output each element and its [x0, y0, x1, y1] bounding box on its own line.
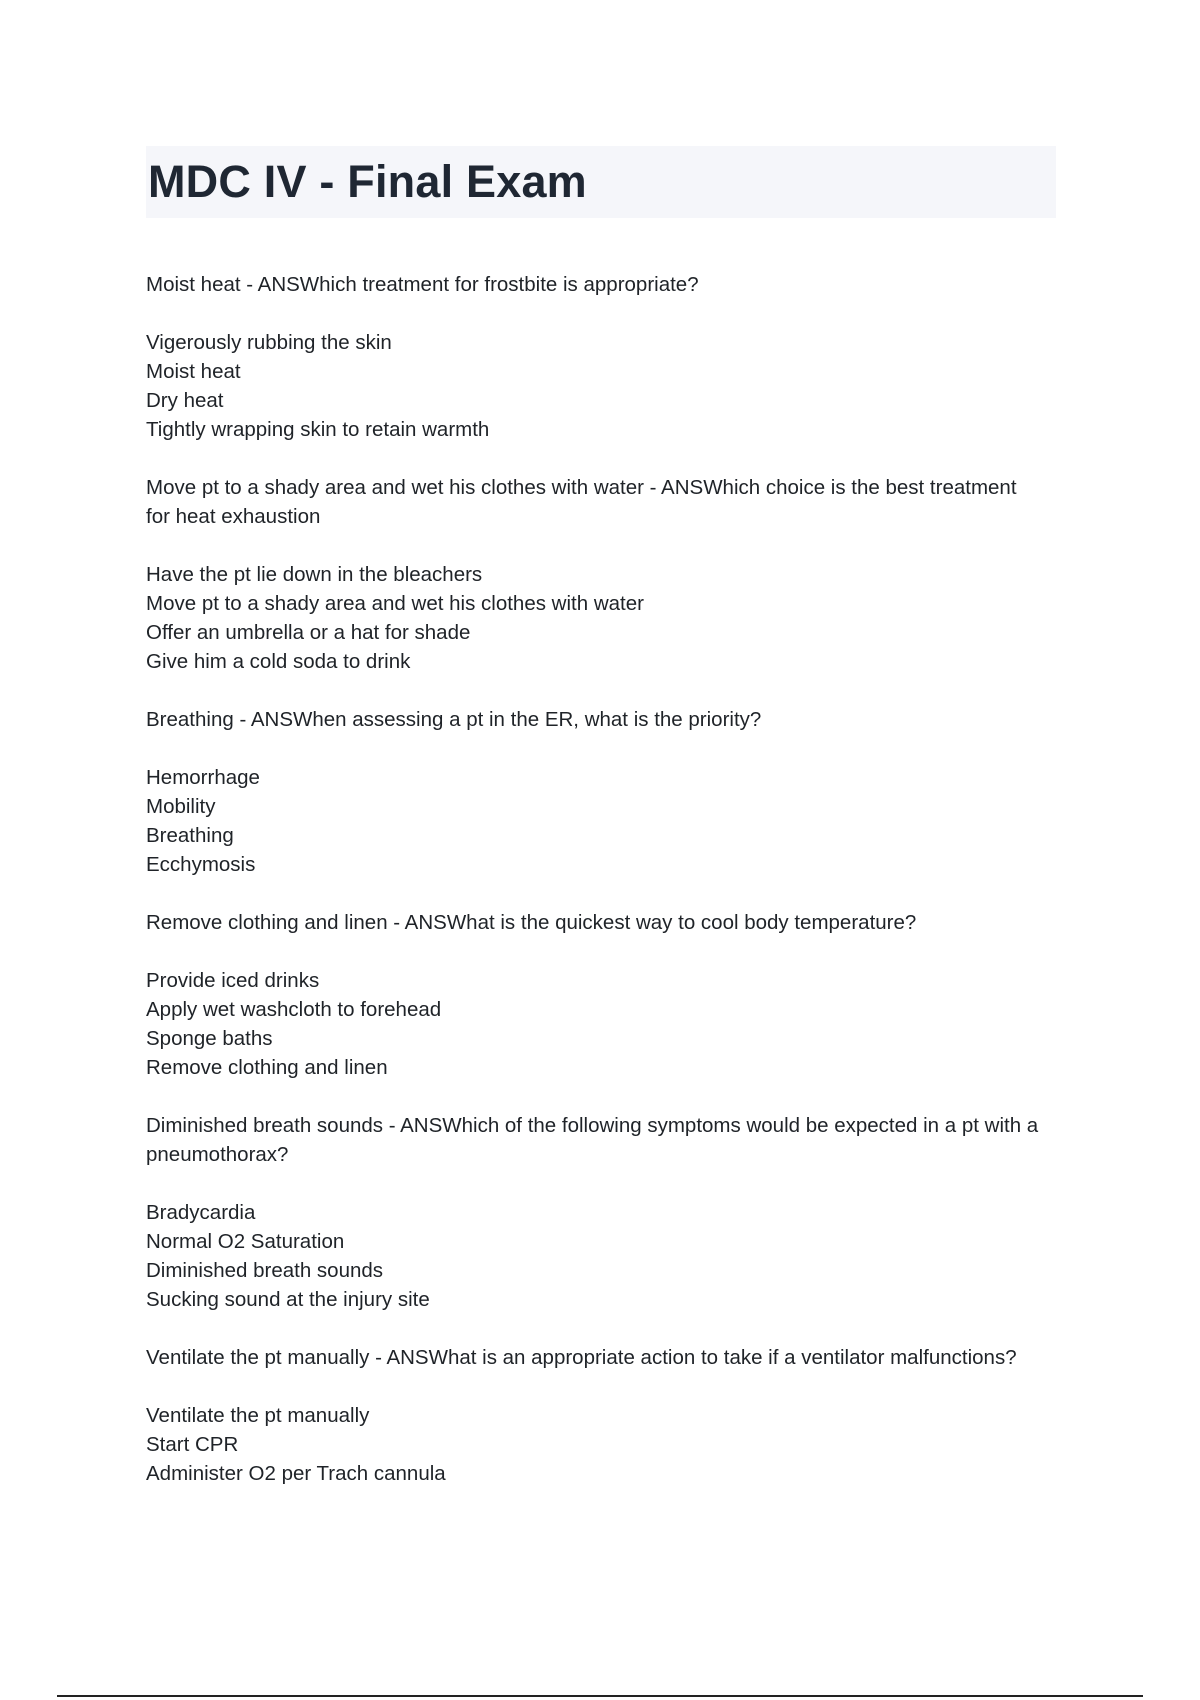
qa-block [146, 473, 1056, 676]
option-list [146, 1401, 1056, 1488]
option-list [146, 560, 1056, 676]
document-title: MDC IV - Final Exam [148, 156, 587, 207]
title-banner [146, 146, 1056, 218]
option-item: Tightly wrapping skin to retain warmth [146, 418, 490, 441]
page-bottom-rule [57, 1695, 1143, 1697]
qa-text: Move pt to a shady area and wet his clothes with water - ANSWhich choice is the best treatment for heat exhaustion [146, 476, 1017, 528]
option-item: Hemorrhage [146, 766, 260, 789]
document-content [146, 270, 1056, 1488]
option-list [146, 328, 1056, 444]
option-item: Ecchymosis [146, 853, 256, 876]
option-item: Have the pt lie down in the bleachers [146, 563, 483, 586]
option-item: Apply wet washcloth to forehead [146, 998, 442, 1021]
qa-block [146, 1343, 1056, 1488]
qa-text: Ventilate the pt manually - ANSWhat is an appropriate action to take if a ventilator malfunctions? [146, 1346, 1017, 1369]
option-item: Sponge baths [146, 1027, 273, 1050]
option-item: Administer O2 per Trach cannula [146, 1462, 446, 1485]
option-item: Breathing [146, 824, 234, 847]
option-item: Start CPR [146, 1433, 239, 1456]
option-item: Give him a cold soda to drink [146, 650, 411, 673]
qa-text: Breathing - ANSWhen assessing a pt in the ER, what is the priority? [146, 708, 762, 731]
qa-text: Diminished breath sounds - ANSWhich of the following symptoms would be expected in a pt with a pneumothorax? [146, 1114, 1039, 1166]
option-item: Move pt to a shady area and wet his clothes with water [146, 592, 644, 615]
option-item: Dry heat [146, 389, 224, 412]
option-list [146, 966, 1056, 1082]
qa-block [146, 270, 1056, 444]
option-item: Remove clothing and linen [146, 1056, 388, 1079]
option-item: Ventilate the pt manually [146, 1404, 370, 1427]
option-item: Mobility [146, 795, 216, 818]
document-page [146, 146, 1056, 1517]
option-item: Provide iced drinks [146, 969, 320, 992]
option-item: Offer an umbrella or a hat for shade [146, 621, 471, 644]
option-item: Bradycardia [146, 1201, 256, 1224]
option-item: Diminished breath sounds [146, 1259, 384, 1282]
option-item: Moist heat [146, 360, 241, 383]
qa-block [146, 705, 1056, 879]
option-list [146, 1198, 1056, 1314]
qa-text: Moist heat - ANSWhich treatment for frostbite is appropriate? [146, 273, 699, 296]
qa-block [146, 908, 1056, 1082]
qa-text: Remove clothing and linen - ANSWhat is the quickest way to cool body temperature? [146, 911, 917, 934]
option-item: Normal O2 Saturation [146, 1230, 345, 1253]
option-item: Vigerously rubbing the skin [146, 331, 392, 354]
qa-block [146, 1111, 1056, 1314]
option-item: Sucking sound at the injury site [146, 1288, 430, 1311]
option-list [146, 763, 1056, 879]
